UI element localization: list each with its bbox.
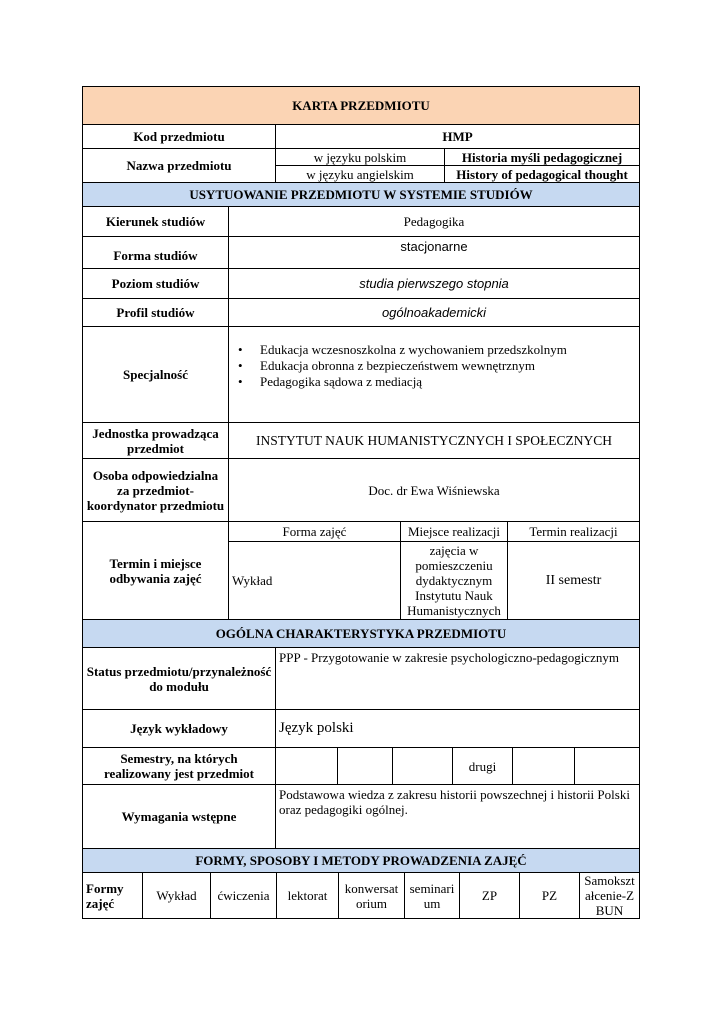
prerequisites-value: Podstawowa wiedza z zakresu historii powszechnej i historii Polski oraz pedagogiki ogólnej.: [276, 785, 640, 849]
schedule-col-form: Forma zajęć: [229, 522, 401, 542]
status-value: PPP - Przygotowanie w zakresie psychologiczno-pedagogicznym: [276, 648, 640, 710]
specialization-list-cell: [229, 327, 640, 423]
semester-cell: drugi: [453, 748, 513, 785]
schedule-form-value: Wykład: [229, 542, 401, 620]
study-profile-label: Profil studiów: [83, 299, 229, 327]
semester-cell: [513, 748, 575, 785]
semester-cell: [276, 748, 338, 785]
course-name-en-label: w języku angielskim: [276, 166, 445, 183]
language-label: Język wykładowy: [83, 710, 276, 748]
class-form-column: konwersatorium: [339, 873, 405, 919]
class-form-column: seminarium: [405, 873, 460, 919]
status-label: Status przedmiotu/przynależność do modułu: [83, 648, 276, 710]
class-form-column: ćwiczenia: [211, 873, 277, 919]
schedule-place-value: zajęcia w pomieszczeniu dydaktycznym Instytutu Nauk Humanistycznych: [401, 542, 508, 620]
course-name-en-value: History of pedagogical thought: [445, 166, 640, 183]
course-card-header-table: [82, 86, 640, 207]
unit-label: Jednostka prowadząca przedmiot: [83, 423, 229, 459]
section-placement-heading: USYTUOWANIE PRZEDMIOTU W SYSTEMIE STUDIÓW: [83, 183, 640, 207]
semester-cell: [575, 748, 640, 785]
study-form-label: Forma studiów: [83, 237, 229, 269]
class-form-column: PZ: [520, 873, 580, 919]
class-form-column: lektorat: [277, 873, 339, 919]
semester-cell: [393, 748, 453, 785]
specialization-item: • Pedagogika sądowa z mediacją: [238, 374, 423, 389]
card-title: KARTA PRZEDMIOTU: [83, 87, 640, 125]
specialization-item: • Edukacja wczesnoszkolna z wychowaniem przedszkolnym: [238, 342, 567, 357]
specialization-label: Specjalność: [83, 327, 229, 423]
class-form-column: Wykład: [143, 873, 211, 919]
schedule-col-place: Miejsce realizacji: [401, 522, 508, 542]
schedule-table: [82, 521, 640, 620]
field-of-study-label: Kierunek studiów: [83, 207, 229, 237]
course-code-label: Kod przedmiotu: [83, 125, 276, 149]
study-level-value: studia pierwszego stopnia: [229, 269, 640, 299]
section-general-heading: OGÓLNA CHARAKTERYSTYKA PRZEDMIOTU: [83, 620, 640, 648]
study-form-value: stacjonarne: [229, 237, 640, 269]
course-name-pl-label: w języku polskim: [276, 149, 445, 166]
general-characteristics-table: [82, 619, 640, 873]
section-forms-heading: FORMY, SPOSOBY I METODY PROWADZENIA ZAJĘĆ: [83, 849, 640, 873]
course-code-value: HMP: [276, 125, 640, 149]
class-form-column: Samokształcenie-ZBUN: [580, 873, 640, 919]
class-form-column: ZP: [460, 873, 520, 919]
schedule-label: Termin i miejsce odbywania zajęć: [83, 522, 229, 620]
language-value: Język polski: [276, 710, 640, 748]
course-name-pl-value: Historia myśli pedagogicznej: [445, 149, 640, 166]
class-forms-label: Formy zajęć: [83, 873, 143, 919]
course-name-label: Nazwa przedmiotu: [83, 149, 276, 183]
unit-value: INSTYTUT NAUK HUMANISTYCZNYCH I SPOŁECZNYCH: [229, 423, 640, 459]
coordinator-label: Osoba odpowiedzialna za przedmiot- koordynator przedmiotu: [83, 459, 229, 522]
semesters-label: Semestry, na których realizowany jest przedmiot: [83, 748, 276, 785]
prerequisites-label: Wymagania wstępne: [83, 785, 276, 849]
schedule-col-term: Termin realizacji: [508, 522, 640, 542]
class-forms-table: [82, 872, 640, 919]
semester-cell: [338, 748, 393, 785]
study-profile-value: ogólnoakademicki: [229, 299, 640, 327]
specialization-item: • Edukacja obronna z bezpieczeństwem wewnętrznym: [238, 358, 536, 373]
schedule-term-value: II semestr: [508, 542, 640, 620]
study-level-label: Poziom studiów: [83, 269, 229, 299]
specialization-list: [232, 342, 636, 390]
coordinator-value: Doc. dr Ewa Wiśniewska: [229, 459, 640, 522]
field-of-study-value: Pedagogika: [229, 207, 640, 237]
study-info-table: [82, 206, 640, 522]
